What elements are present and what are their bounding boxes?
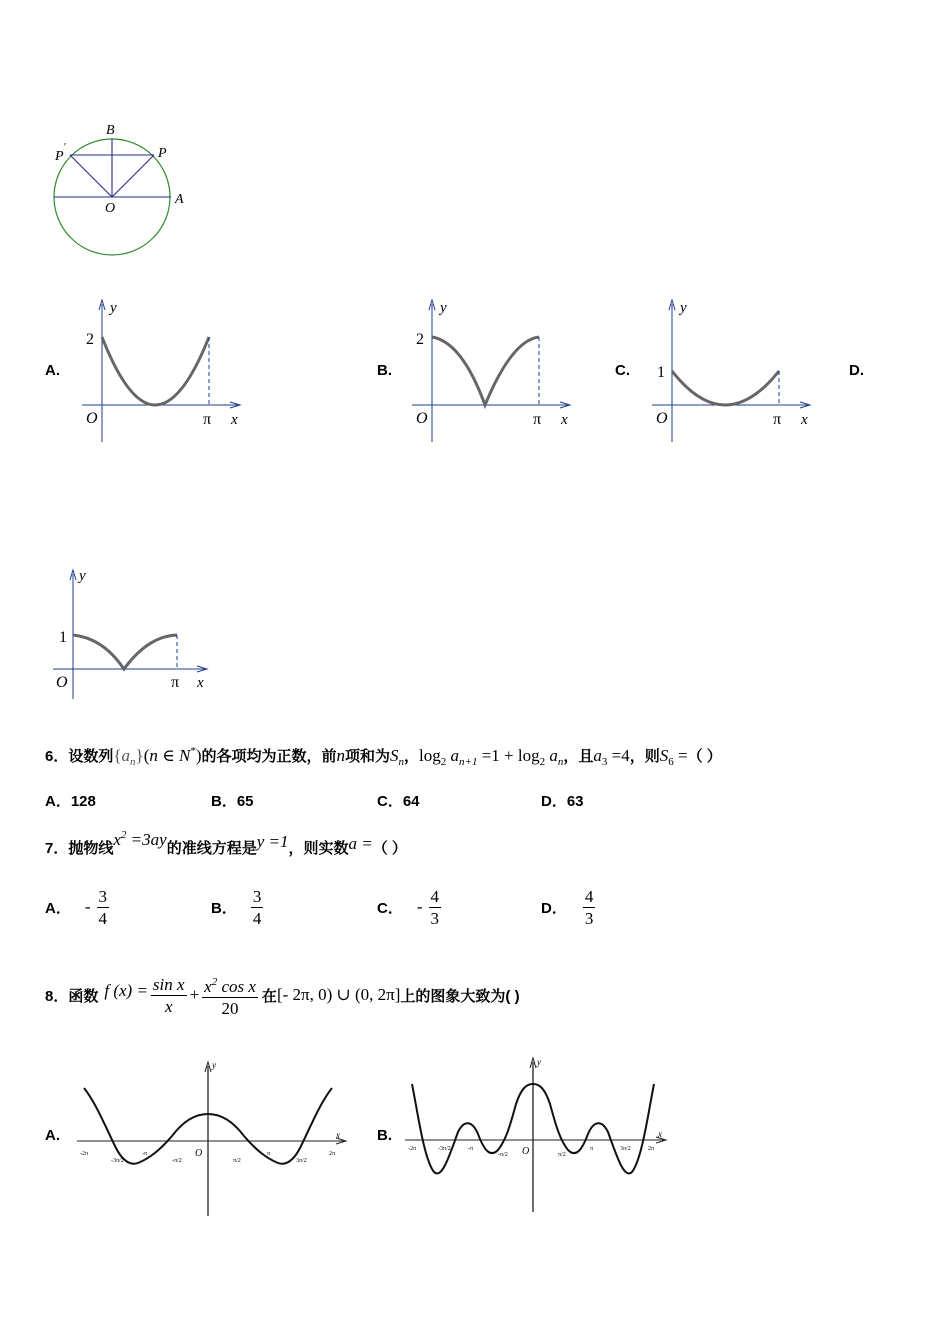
q7-option-D: D． $\frac{4}{3}$	[541, 886, 594, 928]
tick-label: -π	[468, 1146, 474, 1152]
tick-label: -3π/2	[438, 1146, 451, 1152]
origin-label: O	[195, 1148, 203, 1159]
y-tick: 1	[59, 629, 67, 646]
origin-label: O	[56, 674, 68, 691]
q7-option-C: C． - $\frac{4}{3}$	[377, 886, 440, 928]
q5-option-C-label: C.	[615, 362, 630, 379]
origin-label: O	[86, 410, 98, 427]
label-B: B	[106, 123, 115, 138]
tick-label: -3π/2	[111, 1158, 124, 1164]
tick-label: π/2	[558, 1152, 566, 1158]
y-tick: 2	[86, 331, 94, 348]
tick-label: -2π	[408, 1146, 417, 1152]
question-8	[45, 972, 520, 1018]
curve	[432, 337, 539, 405]
x-tick: π	[203, 411, 212, 428]
q8-interval: [- 2π, 0) ∪ (0, 2π]	[276, 985, 401, 1004]
q6-condition: (n ∈ N*)	[143, 745, 202, 765]
q6-text-4: ，且	[563, 748, 594, 765]
question-6: 6．设数列$\{a_n\}(n$ ∈ N*)的各项均为正数，前n项和为$S_n$，$\log_2 a_{n+1} =1 + \log_2 a_n$，且$a_3 =4$，则$S_6$ =（ ）	[45, 745, 722, 768]
x-tick: π	[773, 411, 782, 428]
q6-log-equation: $\log_2 a_{n+1} =1 + \log_2 a_n$	[419, 746, 564, 768]
tick-label: 2π	[329, 1151, 336, 1157]
y-label: y	[110, 300, 117, 316]
q8-option-A-label: A.	[45, 1127, 60, 1144]
unit-circle-figure	[40, 115, 210, 265]
q8-plus: +	[189, 985, 200, 1004]
x-tick: π	[533, 411, 542, 428]
q7-parabola-eq: $x^2 =3ay$	[113, 829, 167, 849]
x-label: x	[231, 412, 238, 428]
q5-option-A-label: A.	[45, 362, 60, 379]
q5-option-B-label: B.	[377, 362, 392, 379]
q6-text-3: 项和为	[345, 748, 391, 765]
label-P: P	[158, 146, 167, 161]
q7-text-2: 的准线方程是	[166, 840, 257, 857]
q6-text-5: ，则	[629, 748, 660, 765]
x-label: x	[336, 1130, 340, 1140]
q8-fraction-1: $\frac{\text{sin x}}{x}$	[152, 974, 185, 1016]
y-label: y	[680, 300, 687, 316]
q5-graph-A	[78, 292, 248, 447]
q7-option-B: B． $\frac{3}{4}$	[211, 886, 262, 928]
curve	[102, 337, 209, 405]
q7-answer-paren: （ ）	[372, 840, 407, 857]
q5-graph-D	[50, 562, 220, 702]
tick-label: -π/2	[172, 1158, 182, 1164]
q6-option-A: A．128	[45, 793, 96, 810]
q7-directrix: y =1	[256, 832, 289, 851]
q6-Sn: $S_n$	[390, 746, 405, 768]
tick-label: π/2	[233, 1158, 241, 1164]
q8-number: 8．	[45, 987, 69, 1005]
tick-label: π	[590, 1146, 594, 1152]
q8-option-B-label: B.	[377, 1127, 392, 1144]
q7-option-A: A． - $\frac{3}{4}$	[45, 886, 108, 928]
q8-graph-A	[74, 1058, 354, 1218]
q6-option-B: B．65	[211, 793, 254, 810]
q6-a3: $a_3 =4$	[593, 746, 630, 768]
q5-graph-B	[408, 292, 578, 447]
q8-graph-B	[402, 1054, 672, 1216]
tick-label: 3π/2	[620, 1146, 631, 1152]
x-label: x	[658, 1129, 662, 1139]
x-label: x	[801, 412, 808, 428]
label-P-prime: P	[55, 149, 64, 164]
q6-number: 6．	[45, 748, 69, 765]
q8-text-2: 在	[261, 987, 277, 1005]
y-tick: 2	[416, 331, 424, 348]
curve	[73, 635, 177, 669]
q7-text-3: ，则实数	[288, 840, 349, 857]
y-label: y	[440, 300, 447, 316]
q7-number: 7．	[45, 840, 69, 857]
q8-function-name: f (x) =	[104, 981, 148, 1000]
q5-option-D-label: D.	[849, 362, 864, 379]
q6-option-C: C．64	[377, 793, 420, 810]
origin-label: O	[416, 410, 428, 427]
q6-n: n	[336, 746, 345, 765]
origin-label: O	[522, 1146, 530, 1157]
y-tick: 1	[657, 364, 665, 381]
q6-text-1: 设数列	[68, 748, 114, 765]
q6-S6: $S_6$ =	[659, 746, 688, 768]
label-A: A	[175, 192, 184, 207]
q6-option-D: D．63	[541, 793, 584, 810]
q7-a: a =	[348, 834, 373, 853]
q8-text-3: 上的图象大致为( )	[400, 987, 520, 1005]
q6-text-2: 的各项均为正数，前	[201, 748, 337, 765]
y-label: y	[212, 1060, 216, 1070]
q8-fraction-2: $\frac{x^2 \cos x}{20}$	[202, 972, 258, 1019]
y-label: y	[79, 568, 86, 584]
y-label: y	[537, 1057, 541, 1067]
label-O: O	[105, 201, 116, 216]
tick-label: -π/2	[498, 1152, 508, 1158]
x-label: x	[561, 412, 568, 428]
q5-graph-C	[648, 292, 818, 447]
q7-text-1: 抛物线	[68, 840, 114, 857]
q6-answer-paren: （ ）	[687, 748, 722, 765]
question-7	[45, 826, 407, 866]
curve	[672, 371, 779, 405]
q8-text-1: 函数	[68, 987, 99, 1005]
segment-OP	[112, 155, 154, 197]
tick-label: -2π	[80, 1151, 89, 1157]
label-prime-mark: ′	[64, 142, 67, 153]
tick-label: 3π/2	[296, 1158, 307, 1164]
segment-OP-prime	[70, 155, 112, 197]
q6-seq: $\{a_n\}$	[113, 746, 144, 768]
x-tick: π	[171, 674, 180, 691]
tick-label: π	[267, 1151, 271, 1157]
x-label: x	[197, 675, 204, 691]
origin-label: O	[656, 410, 668, 427]
tick-label: -π	[142, 1151, 148, 1157]
tick-label: 2π	[648, 1146, 655, 1152]
